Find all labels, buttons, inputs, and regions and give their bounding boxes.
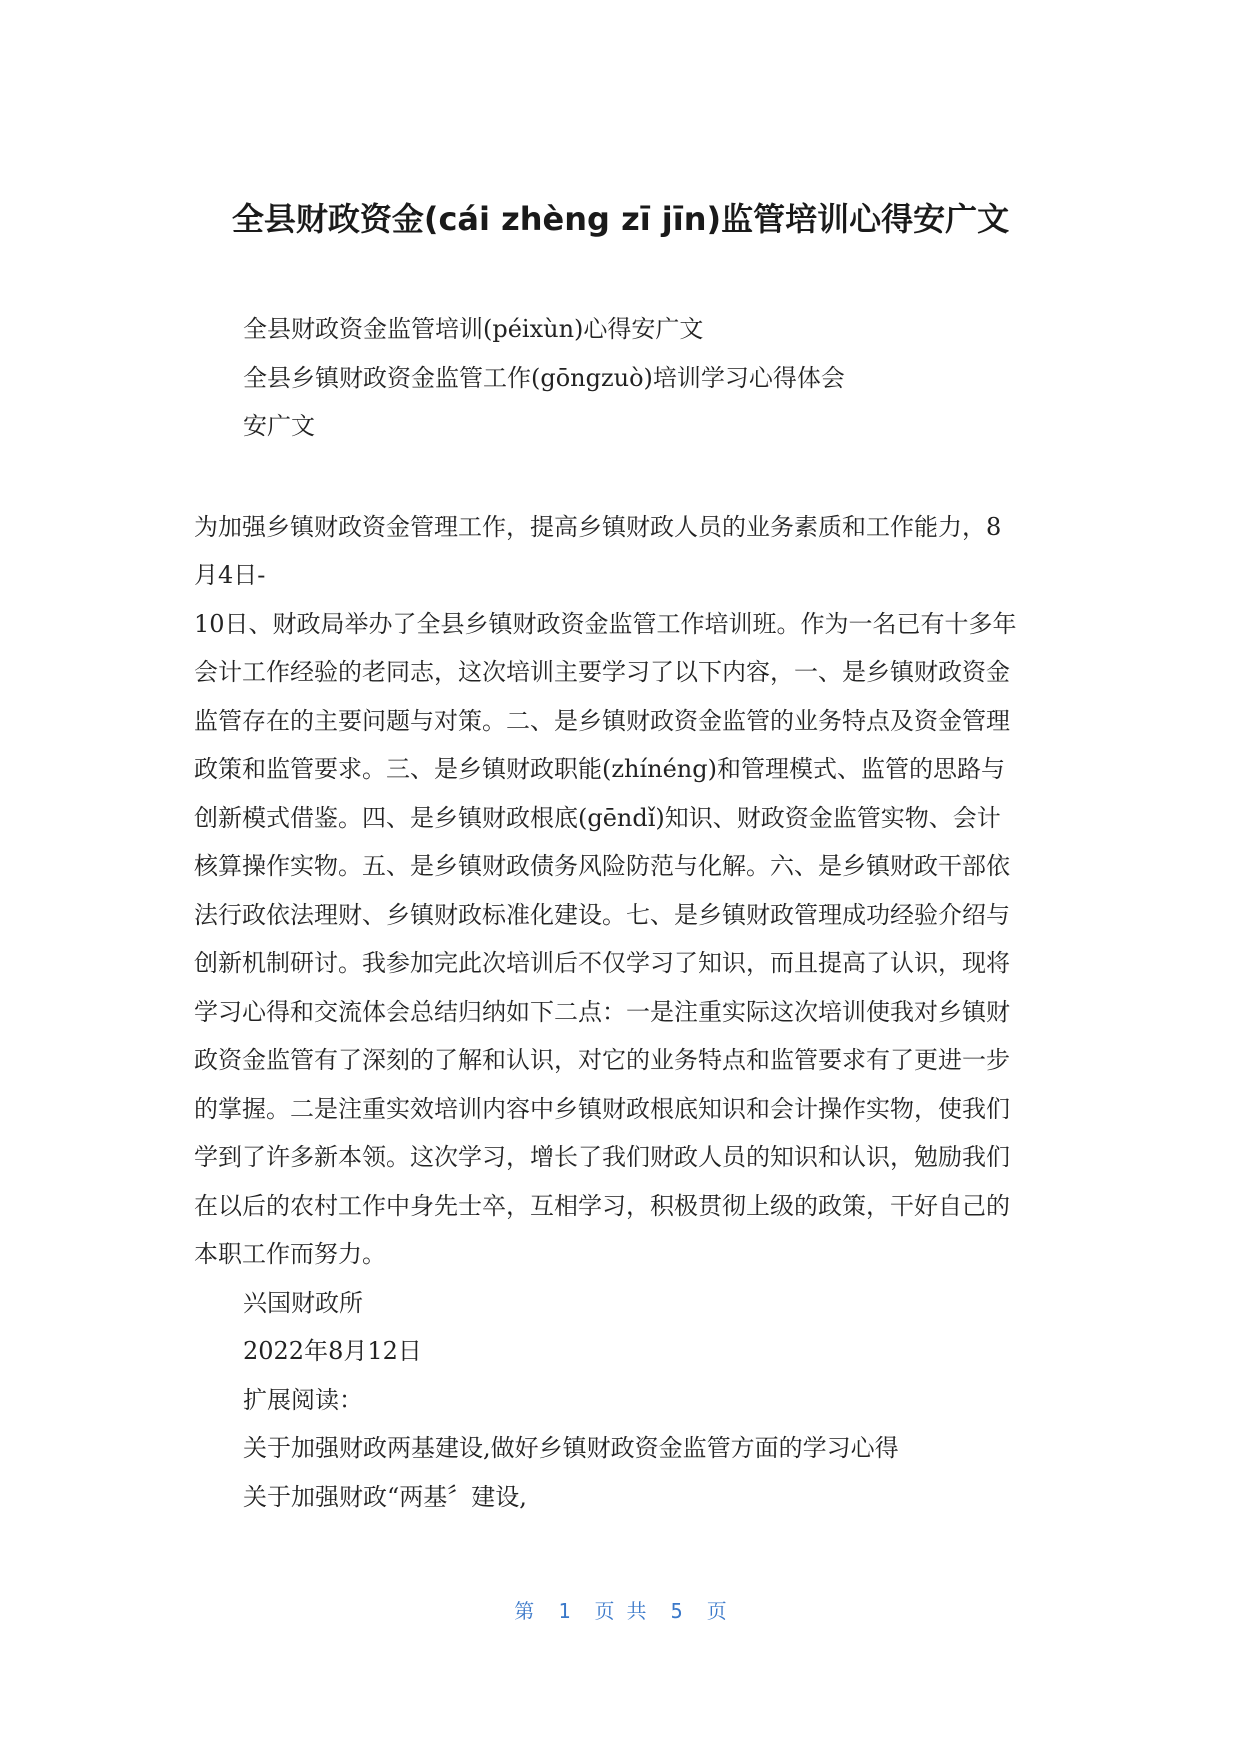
body-line: 在以后的农村工作中身先士卒，互相学习，积极贯彻上级的政策，干好自己的 xyxy=(194,1192,1010,1220)
page-footer: 第 1 页 共 5 页 xyxy=(514,1599,727,1623)
body-line: 政资金监管有了深刻的了解和认识，对它的业务特点和监管要求有了更进一步 xyxy=(194,1046,1010,1074)
extended-reading-line: 关于加强财政两基建设,做好乡镇财政资金监管方面的学习心得 xyxy=(243,1434,899,1462)
document-title: 全县财政资金(cái zhèng zī jīn)监管培训心得安广文 xyxy=(231,200,1010,238)
date: 2022年8月12日 xyxy=(243,1337,422,1365)
header-line: 安广文 xyxy=(243,412,315,440)
body-line: 学到了许多新本领。这次学习，增长了我们财政人员的知识和认识，勉励我们 xyxy=(194,1143,1010,1171)
body-line: 创新机制研讨。我参加完此次培训后不仅学习了知识，而且提高了认识，现将 xyxy=(194,949,1010,977)
body-line: 创新模式借鉴。四、是乡镇财政根底(gēndǐ)知识、财政资金监管实物、会计 xyxy=(194,804,1001,832)
body-line: 10日、财政局举办了全县乡镇财政资金监管工作培训班。作为一名已有十多年 xyxy=(194,610,1017,638)
body-line: 为加强乡镇财政资金管理工作，提高乡镇财政人员的业务素质和工作能力，8 xyxy=(194,513,1002,541)
body-line: 法行政依法理财、乡镇财政标准化建设。七、是乡镇财政管理成功经验介绍与 xyxy=(194,901,1010,929)
body-line: 核算操作实物。五、是乡镇财政债务风险防范与化解。六、是乡镇财政干部依 xyxy=(194,852,1010,880)
body-line: 监管存在的主要问题与对策。二、是乡镇财政资金监管的业务特点及资金管理 xyxy=(194,707,1010,735)
body-line: 的掌握。二是注重实效培训内容中乡镇财政根底知识和会计操作实物，使我们 xyxy=(194,1095,1010,1123)
extended-reading-label: 扩展阅读： xyxy=(243,1386,363,1414)
body-line: 学习心得和交流体会总结归纳如下二点：一是注重实际这次培训使我对乡镇财 xyxy=(194,998,1010,1026)
body-line: 本职工作而努力。 xyxy=(194,1240,386,1268)
body-line: 会计工作经验的老同志，这次培训主要学习了以下内容，一、是乡镇财政资金 xyxy=(194,658,1010,686)
signature: 兴国财政所 xyxy=(243,1289,363,1317)
header-line: 全县乡镇财政资金监管工作(gōngzuò)培训学习心得体会 xyxy=(243,364,845,392)
body-line: 政策和监管要求。三、是乡镇财政职能(zhínéng)和管理模式、监管的思路与 xyxy=(194,755,1005,783)
header-line: 全县财政资金监管培训(péixùn)心得安广文 xyxy=(243,315,704,343)
body-line: 月4日- xyxy=(194,561,266,589)
extended-reading-line: 关于加强财政“两基〞建设, xyxy=(243,1483,527,1511)
